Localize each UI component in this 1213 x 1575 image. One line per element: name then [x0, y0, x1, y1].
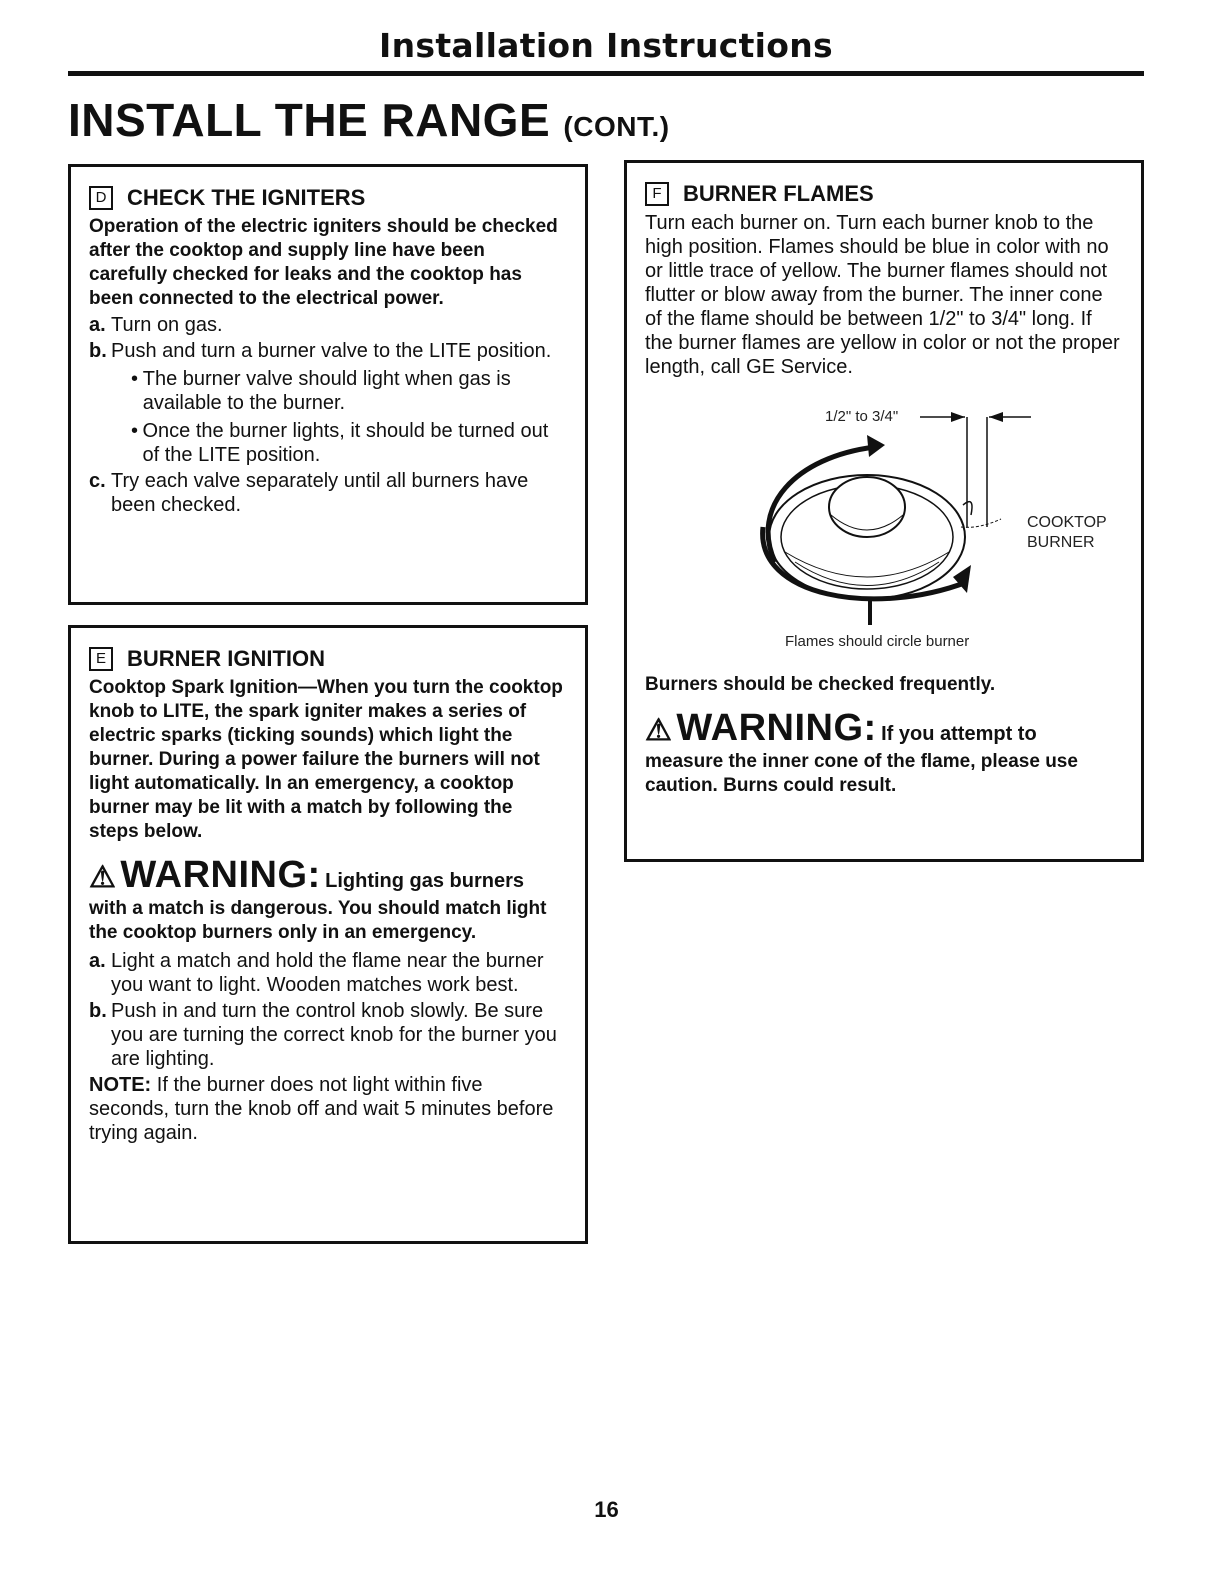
step-text: Push in and turn the control knob slowly. Be sure you are turning the correct knob for the burner you are lighting. [111, 1000, 557, 1070]
warning-triangle-icon: ⚠ [89, 861, 116, 894]
section-e-step-b [89, 999, 565, 1071]
bullet-text: The burner valve should light when gas is available to the burner. [142, 368, 511, 414]
step-text: Turn on gas. [111, 314, 223, 336]
step-label: b. [89, 1000, 107, 1022]
bullet-text: Once the burner lights, it should be turned out of the LITE position. [142, 420, 549, 466]
bullet-icon: • [131, 368, 139, 390]
section-f-warning-rest: measure the inner cone of the flame, please use caution. Burns could result. [645, 751, 1078, 796]
section-d-letter: D [89, 186, 113, 210]
section-e-heading-text: BURNER IGNITION [127, 646, 325, 671]
step-text: Try each valve separately until all burners have been checked. [111, 470, 529, 516]
step-text: Light a match and hold the flame near the burner you want to light. Wooden matches work best. [111, 950, 544, 996]
bullet-icon: • [131, 420, 139, 442]
arrow-head-icon [953, 565, 971, 593]
step-text: Push and turn a burner valve to the LITE position. [111, 340, 552, 362]
step-label: a. [89, 314, 106, 336]
warning-lead: If you attempt to [881, 723, 1037, 745]
note-label: NOTE: [89, 1074, 152, 1096]
burner-cap [829, 477, 905, 537]
page-title [68, 93, 670, 147]
section-e-letter: E [89, 647, 113, 671]
section-burner-flames [624, 160, 1144, 862]
section-f-heading [645, 181, 1121, 207]
label-line-2: BURNER [1027, 534, 1095, 551]
section-d-heading-text: CHECK THE IGNITERS [127, 185, 366, 210]
section-f-warning [645, 707, 1121, 750]
burner-flame-diagram [645, 387, 1125, 667]
section-d-heading [89, 185, 565, 211]
section-e-warning-rest: with a match is dangerous. You should match light the cooktop burners only in an emergency. [89, 898, 547, 943]
page-number: 16 [594, 1497, 619, 1522]
section-d-step-b [89, 339, 565, 363]
cooktop-burner-label [1027, 513, 1107, 553]
step-label: a. [89, 950, 106, 972]
header-rule [68, 71, 1144, 76]
arrow-head-icon [867, 435, 885, 457]
step-label: b. [89, 340, 107, 362]
note-text: If the burner does not light within five seconds, turn the knob off and wait 5 minutes before trying again. [89, 1074, 554, 1144]
section-d-bullet-2 [131, 419, 565, 467]
section-f-body: Turn each burner on. Turn each burner knob to the high position. Flames should be blue in color with no or little trace of yellow. The burner flames should not flutter or blow away from the burner. The inner cone of the flame should be between 1/2" to 3/4" long. If the burner flames are yellow in color or not the proper length, call GE Service. [645, 212, 1120, 378]
section-d-step-a [89, 313, 565, 337]
arrow-head-icon [989, 412, 1003, 422]
step-label: c. [89, 470, 106, 492]
section-d-bullet-1 [131, 367, 565, 415]
section-f-letter: F [645, 182, 669, 206]
section-e-heading [89, 646, 565, 672]
warning-word: WARNING: [120, 854, 321, 896]
arrow-head-icon [951, 412, 965, 422]
warning-word: WARNING: [676, 707, 877, 749]
section-burner-ignition [68, 625, 588, 1244]
warning-lead: Lighting gas burners [325, 870, 525, 892]
section-d-step-c [89, 469, 565, 517]
section-d-intro: Operation of the electric igniters should be checked after the cooktop and supply line have been carefully checked for leaks and the cooktop has been connected to the electrical power. [89, 216, 558, 309]
section-f-heading-text: BURNER FLAMES [683, 181, 874, 206]
page-title-suffix: (CONT.) [563, 111, 670, 142]
measure-label: 1/2" to 3/4" [825, 408, 899, 425]
section-f-check-note: Burners should be checked frequently. [645, 674, 996, 695]
section-e-intro: Cooktop Spark Ignition—When you turn the cooktop knob to LITE, the spark igniter makes a series of electric sparks (ticking sounds) which light the burner. During a power failure the burners will not light automatically. In an emergency, a cooktop burner may be lit with a match by following the steps below. [89, 677, 563, 842]
header-title: Installation Instructions [379, 26, 833, 65]
page-title-main: INSTALL THE RANGE [68, 94, 551, 146]
section-check-igniters [68, 164, 588, 605]
section-e-step-a [89, 949, 565, 997]
section-e-note [89, 1073, 565, 1145]
warning-triangle-icon: ⚠ [645, 714, 672, 747]
section-e-warning [89, 854, 565, 897]
label-line-1: COOKTOP [1027, 514, 1107, 531]
diagram-caption: Flames should circle burner [785, 633, 970, 650]
